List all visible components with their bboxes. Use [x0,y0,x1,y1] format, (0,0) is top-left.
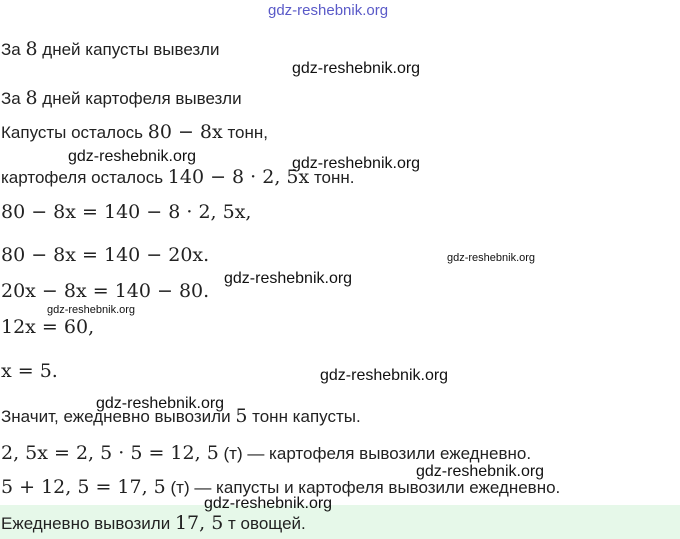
text: тонн, [222,123,269,142]
watermark: gdz-reshebnik.org [224,270,353,287]
math: 80 − 8x [147,121,223,143]
watermark: gdz-reshebnik.org [204,495,333,512]
watermark: gdz-reshebnik.org [447,252,536,264]
math: 8 [25,38,38,60]
equation-3 [1,280,209,303]
text: дней картофеля вывезли [37,89,242,108]
math: 8 [25,87,38,109]
solution-line-3 [1,121,268,144]
text: картофеля осталось [1,168,168,187]
math: 80 − 8x = 140 − 8 · 2, 5x, [1,201,252,223]
text: (т) — капусты и картофеля вывозили ежедневно. [165,478,561,497]
equation-4 [1,316,94,339]
watermark: gdz-reshebnik.org [292,60,421,77]
math: 5 + 12, 5 = 17, 5 [1,476,166,498]
text: Капусты осталось [1,123,148,142]
solution-line-11 [1,442,531,465]
solution-line-1 [1,38,219,61]
text: тонн. [309,168,355,187]
math: 5 [235,405,248,427]
math: x = 5. [1,360,58,382]
text: За [1,40,26,59]
text: Ежедневно вывозили [1,514,175,533]
text: т овощей. [223,514,306,533]
text: За [1,89,26,108]
math: 12x = 60, [1,316,95,338]
math: 2, 5x = 2, 5 · 5 = 12, 5 [1,442,219,464]
watermark: gdz-reshebnik.org [320,367,449,384]
equation-2 [1,244,209,267]
text: тонн капусты. [247,407,361,426]
equation-1 [1,201,251,224]
math: 80 − 8x = 140 − 20x. [1,244,210,266]
watermark: gdz-reshebnik.org [268,2,389,19]
watermark: gdz-reshebnik.org [292,155,421,172]
solution-line-2 [1,87,242,110]
watermark: gdz-reshebnik.org [68,148,197,165]
math: 140 − 8 · 2, 5x [167,166,310,188]
text: (т) — картофеля вывозили ежедневно. [218,444,532,463]
watermark: gdz-reshebnik.org [96,395,225,412]
text: дней капусты вывезли [37,40,220,59]
text: Значит, ежедневно вывозили [1,407,236,426]
math: 20x − 8x = 140 − 80. [1,280,210,302]
answer-line [1,512,306,535]
watermark: gdz-reshebnik.org [416,463,545,480]
watermark: gdz-reshebnik.org [47,304,136,316]
math: 17, 5 [174,512,224,534]
equation-5 [1,360,58,383]
